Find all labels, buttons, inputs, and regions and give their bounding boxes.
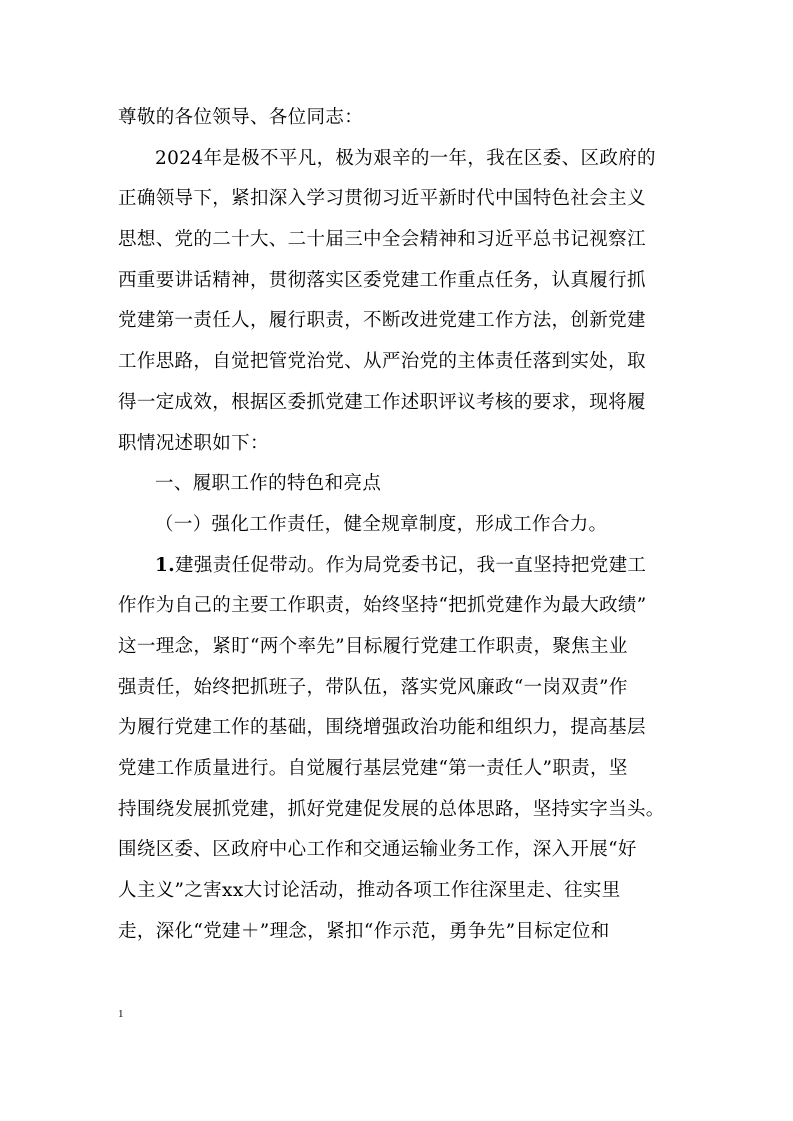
intro-line-4: 西重要讲话精神，贯彻落实区委党建工作重点任务，认真履行抓 <box>118 269 646 291</box>
salutation: 尊敬的各位领导、各位同志： <box>118 107 364 128</box>
item-1-line-7: 持围绕发展抓党建，抓好党建促发展的总体思路，坚持实字当头。 <box>118 798 665 820</box>
page-number: 1 <box>118 1008 124 1020</box>
intro-line-5: 党建第一责任人，履行职责，不断改进党建工作方法，创新党建 <box>118 310 646 332</box>
document-body <box>118 98 678 952</box>
section-heading: 一、履职工作的特色和亮点 <box>155 473 382 495</box>
intro-line-8: 职情况述职如下： <box>118 432 269 454</box>
item-1-line-9: 人主义”之害xx大讨论活动，推动各项工作往深里走、往实里 <box>118 880 621 902</box>
item-1-line-5: 为履行党建工作的基础，围绕增强政治功能和组织力，提高基层 <box>118 717 646 739</box>
intro-line-2: 正确领导下，紧扣深入学习贯彻习近平新时代中国特色社会主义 <box>118 188 646 210</box>
item-1-line-3: 这一理念，紧盯“两个率先”目标履行党建工作职责，聚焦主业 <box>118 635 628 657</box>
intro-line-7: 得一定成效，根据区委抓党建工作述职评议考核的要求，现将履 <box>118 391 646 413</box>
item-1-line-2: 作作为自己的主要工作职责，始终坚持“把抓党建作为最大政绩” <box>118 595 647 617</box>
item-1-line-4: 强责任，始终把抓班子，带队伍，落实党风廉政“一岗双责”作 <box>118 676 628 698</box>
item-1-number: 1. <box>155 554 176 576</box>
item-1-first-line <box>118 546 678 587</box>
item-1-line-10: 走，深化“党建＋”理念，紧扣“作示范，勇争先”目标定位和 <box>118 920 610 942</box>
intro-line-6: 工作思路，自觉把管党治党、从严治党的主体责任落到实处，取 <box>118 351 646 373</box>
item-1-first-line-text: 建强责任促带动。作为局党委书记，我一直坚持把党建工 <box>175 554 647 576</box>
subsection-heading: （一）强化工作责任，健全规章制度，形成工作合力。 <box>155 513 608 535</box>
item-1-line-6: 党建工作质量进行。自觉履行基层党建“第一责任人”职责，坚 <box>118 758 628 779</box>
intro-line-3: 思想、党的二十大、二十届三中全会精神和习近平总书记视察江 <box>118 229 646 251</box>
intro-line-1: 2024年是极不平凡，极为艰辛的一年，我在区委、区政府的 <box>155 147 656 169</box>
item-1-line-8: 围绕区委、区政府中心工作和交通运输业务工作，深入开展“好 <box>118 839 637 861</box>
